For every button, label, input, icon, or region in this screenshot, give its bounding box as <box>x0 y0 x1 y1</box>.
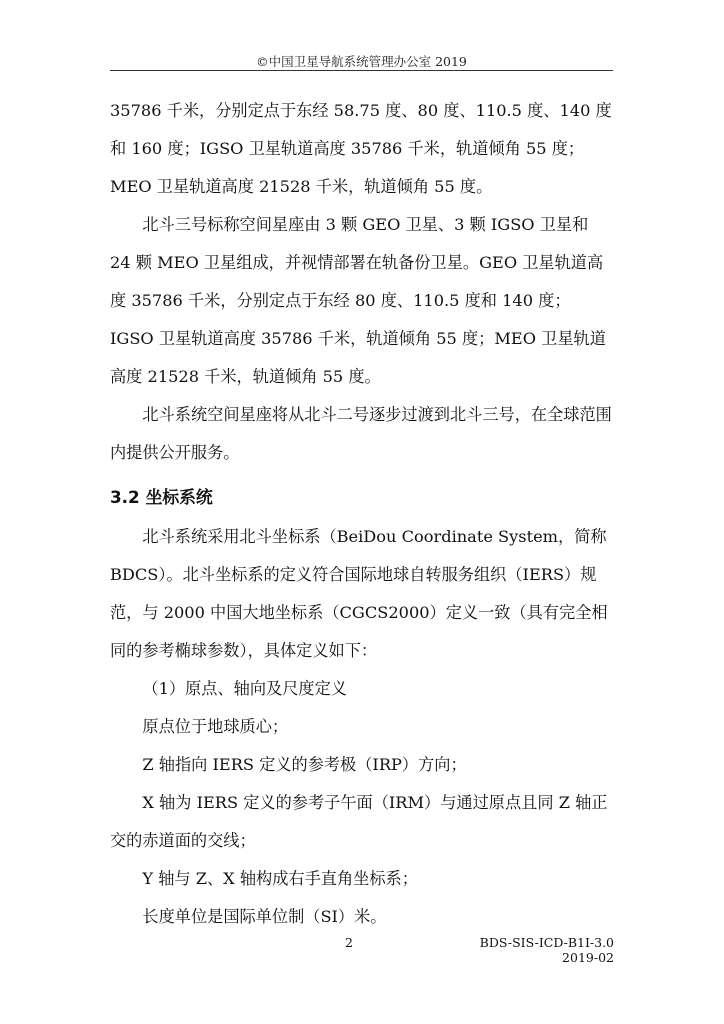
origin-definition: 原点位于地球质心； <box>142 717 289 736</box>
paragraph-beidou3-constellation: 北斗三号标称空间星座由 3 颗 GEO 卫星、3 颗 IGSO 卫星和 24 颗 MEO 卫星组成，并视情部署在轨备份卫星。GEO 卫星轨道高度 35786 千米，分别定点于东经 80 度、110.5 度和 140 度；IGSO 卫星轨道高度 35786 千米，轨道倾角 55 度；MEO 卫星轨道高度 21528 千米，轨道倾角 55 度。 <box>110 215 606 386</box>
document-body <box>110 92 613 936</box>
document-id: BDS-SIS-ICD-B1I-3.0 <box>479 935 614 950</box>
z-axis-definition: Z 轴指向 IERS 定义的参考极（IRP）方向； <box>142 755 467 774</box>
x-axis-definition: X 轴为 IERS 定义的参考子午面（IRM）与通过原点且同 Z 轴正交的赤道面的交线； <box>110 793 608 850</box>
footer-doc-info <box>480 935 614 965</box>
page-number: 2 <box>345 935 353 950</box>
list-item-title: （1）原点、轴向及尺度定义 <box>142 679 347 698</box>
unit-definition: 长度单位是国际单位制（SI）米。 <box>142 907 387 926</box>
section-heading: 3.2 坐标系统 <box>110 487 213 507</box>
paragraph-bdcs-definition: 北斗系统采用北斗坐标系（BeiDou Coordinate System，简称 BDCS）。北斗坐标系的定义符合国际地球自转服务组织（IERS）规范，与 2000 中国大地坐标系（CGCS2000）定义一致（具有完全相同的参考椭球参数），具体定义如下： <box>110 527 608 660</box>
page-header: ©中国卫星导航系统管理办公室 2019 <box>256 54 467 69</box>
document-date: 2019-02 <box>562 950 614 965</box>
y-axis-definition: Y 轴与 Z、X 轴构成右手直角坐标系； <box>142 869 418 888</box>
header-divider <box>110 70 613 71</box>
paragraph-transition: 北斗系统空间星座将从北斗二号逐步过渡到北斗三号，在全球范围内提供公开服务。 <box>110 405 612 462</box>
paragraph-beidou2-orbits: 35786 千米，分别定点于东经 58.75 度、80 度、110.5 度、140 度和 160 度；IGSO 卫星轨道高度 35786 千米，轨道倾角 55 度；MEO 卫星轨道高度 21528 千米，轨道倾角 55 度。 <box>110 101 612 196</box>
